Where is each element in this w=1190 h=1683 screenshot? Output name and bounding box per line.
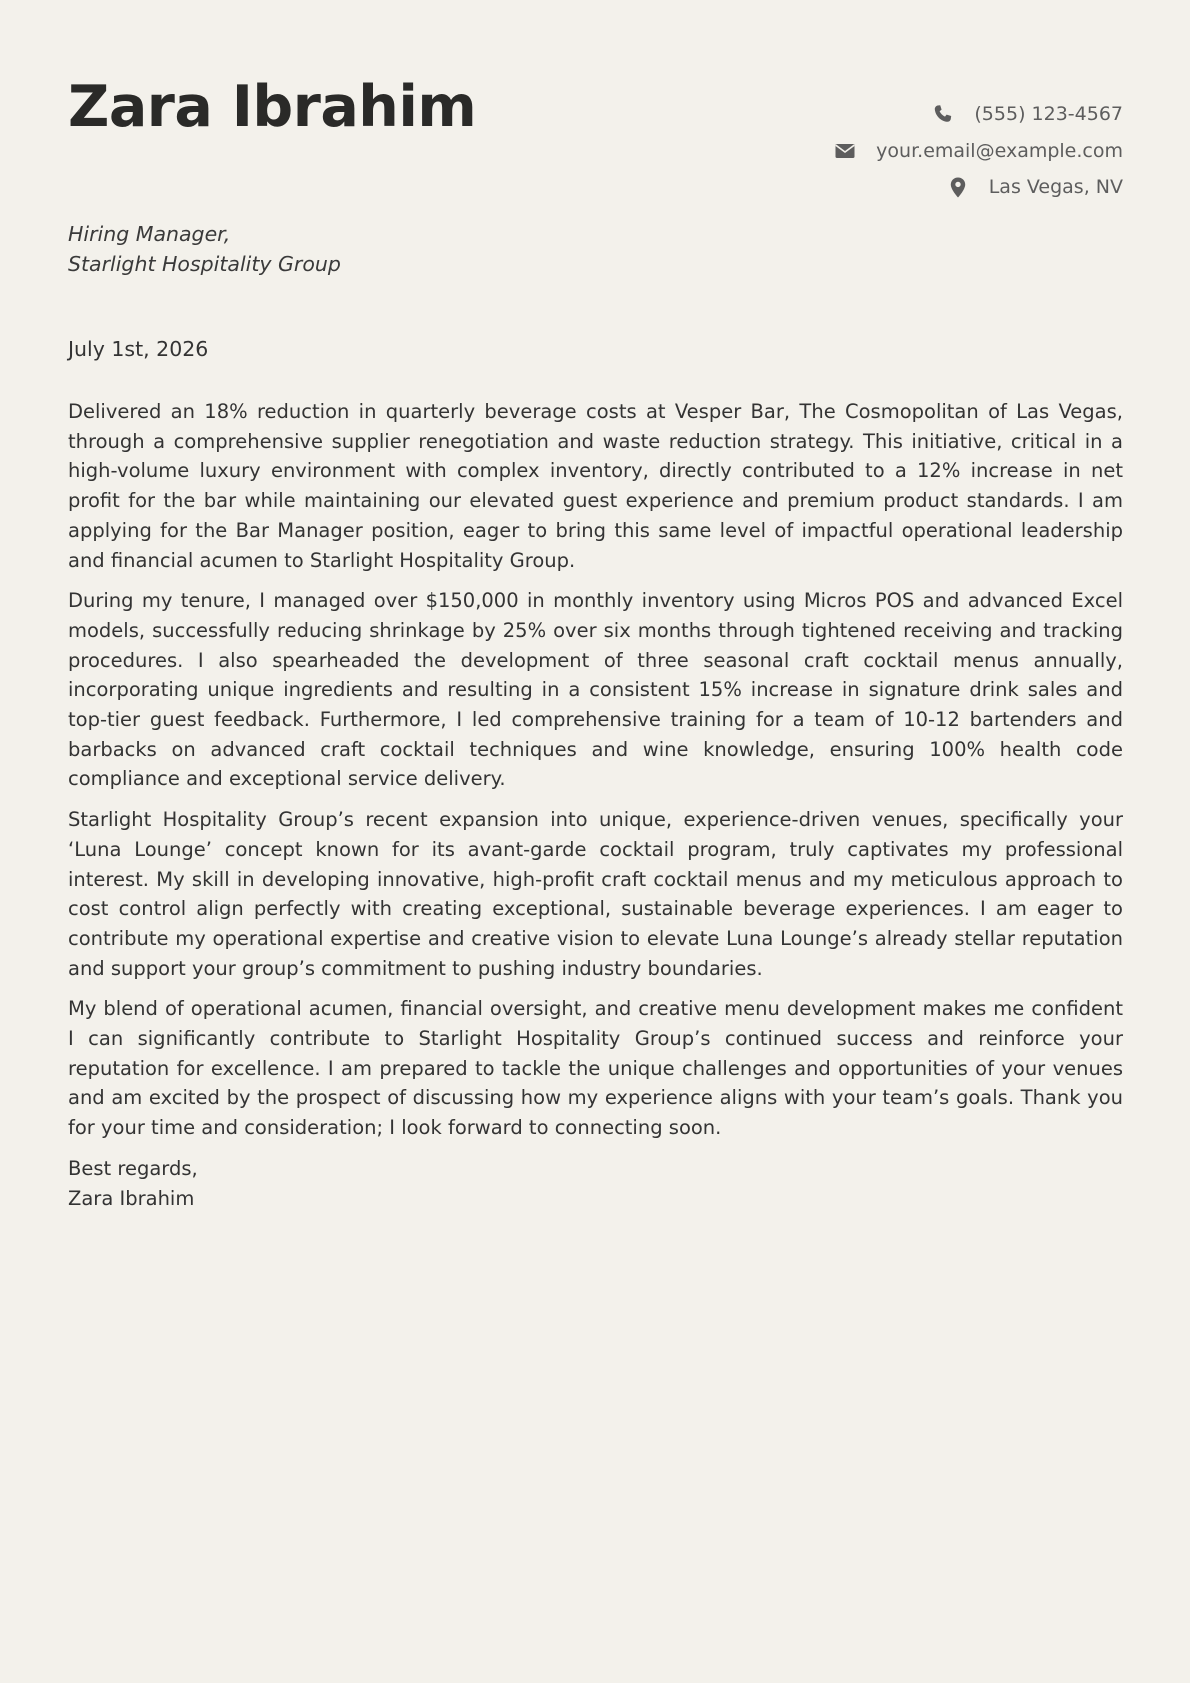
body-paragraph: Starlight Hospitality Group’s recent expansion into unique, experience-driven venues, specifically your ‘Luna Lounge’ concept known for its avant-garde cocktail program, truly captivates my professional interest. My skill in developing innovative, high-profit craft cocktail menus and my meticulous approach to cost control align perfectly with creating exceptional, sustainable beverage experiences. I am eager to contribute my operational expertise and creative vision to elevate Luna Lounge’s already stellar reputation and support your group’s commitment to pushing industry boundaries. (68, 808, 1123, 980)
recipient-title: Hiring Manager, (68, 222, 231, 246)
letter-date: July 1st, 2026 (68, 337, 209, 361)
closing-signature: Zara Ibrahim (68, 1186, 195, 1210)
body-paragraph: My blend of operational acumen, financial oversight, and creative menu development makes me confident I can significantly contribute to Starlight Hospitality Group’s continued success and reinforce your reputation for excellence. I am prepared to tackle the unique challenges and opportunities of your venues and am excited by the prospect of discussing how my experience aligns with your team’s goals. Thank you for your time and consideration; I look forward to connecting soon. (68, 997, 1123, 1140)
body-paragraph: During my tenure, I managed over $150,000 in monthly inventory using Micros POS and advanced Excel models, successfully reducing shrinkage by 25% over six months through tightened receiving and tracking procedures. I also spearheaded the development of three seasonal craft cocktail menus annually, incorporating unique ingredients and resulting in a consistent 15% increase in signature drink sales and top-tier guest feedback. Furthermore, I led comprehensive training for a team of 10-12 bartenders and barbacks on advanced craft cocktail techniques and wine knowledge, ensuring 100% health code compliance and exceptional service delivery. (68, 589, 1123, 791)
contact-email: your.email@example.com (876, 139, 1123, 162)
letter-body (68, 397, 1123, 1213)
recipient-company: Starlight Hospitality Group (68, 252, 341, 276)
envelope-icon (834, 140, 856, 162)
contact-phone-row (834, 96, 1123, 133)
phone-icon (932, 103, 954, 125)
contact-block (834, 96, 1123, 206)
contact-phone: (555) 123-4567 (974, 103, 1123, 126)
applicant-name: Zara Ibrahim (68, 74, 477, 140)
body-paragraph: Delivered an 18% reduction in quarterly beverage costs at Vesper Bar, The Cosmopolitan of Las Vegas, through a comprehensive supplier renegotiation and waste reduction strategy. This initiative, critical in a high-volume luxury environment with complex inventory, directly contributed to a 12% increase in net profit for the bar while maintaining our elevated guest experience and premium product standards. I am applying for the Bar Manager position, eager to bring this same level of impactful operational leadership and financial acumen to Starlight Hospitality Group. (68, 400, 1123, 572)
contact-email-row (834, 133, 1123, 170)
closing-block (68, 1154, 1123, 1213)
cover-letter-page (68, 0, 1123, 1683)
contact-location-row (834, 169, 1123, 206)
map-pin-icon (947, 176, 969, 198)
closing-salutation: Best regards, (68, 1156, 198, 1180)
recipient-block (68, 219, 341, 279)
contact-location: Las Vegas, NV (988, 176, 1123, 199)
